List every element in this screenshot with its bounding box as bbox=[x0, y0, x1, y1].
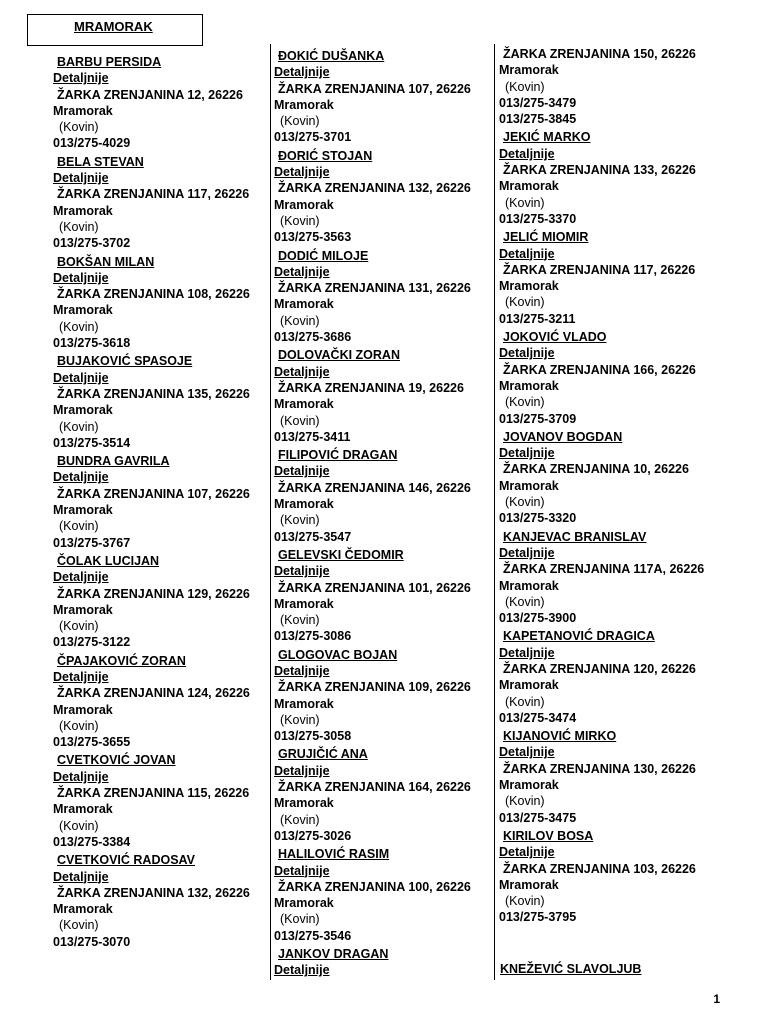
entry-address: ŽARKA ZRENJANINA 131, 26226 bbox=[278, 281, 471, 296]
listing-entry bbox=[274, 248, 502, 346]
entry-phone: 013/275-3702 bbox=[53, 236, 131, 251]
listing-entry bbox=[53, 852, 281, 950]
entry-phone: 013/275-3211 bbox=[499, 311, 576, 326]
listing-entry bbox=[274, 48, 502, 146]
entry-municipality: (Kovin) bbox=[505, 495, 545, 510]
entry-name-row bbox=[499, 229, 727, 245]
entry-name[interactable]: BARBU PERSIDA bbox=[57, 55, 162, 69]
entry-name[interactable]: ĐOKIĆ DUŠANKA bbox=[278, 49, 385, 63]
entry-phone: 013/275-3701 bbox=[274, 130, 352, 145]
listing-entry bbox=[53, 353, 281, 451]
listing-entry bbox=[53, 553, 281, 651]
listing-entry bbox=[499, 129, 727, 227]
entry-municipality: (Kovin) bbox=[505, 694, 545, 709]
details-link[interactable]: Detaljnije bbox=[274, 264, 330, 279]
entry-municipality: (Kovin) bbox=[280, 912, 320, 927]
entry-phone: 013/275-3767 bbox=[53, 535, 131, 550]
entry-address: ŽARKA ZRENJANINA 132, 26226 bbox=[57, 885, 250, 900]
entry-municipality: (Kovin) bbox=[280, 114, 320, 129]
entry-town: Mramorak bbox=[53, 503, 113, 518]
entry-phone: 013/275-3795 bbox=[499, 910, 577, 925]
details-link[interactable]: Detaljnije bbox=[499, 645, 555, 660]
listing-entry bbox=[274, 447, 502, 545]
entry-address: ŽARKA ZRENJANINA 150, 26226 bbox=[503, 47, 696, 61]
entry-municipality: (Kovin) bbox=[59, 519, 99, 534]
listing-column-2 bbox=[274, 46, 502, 979]
entry-municipality: (Kovin) bbox=[280, 413, 320, 428]
listing-entry bbox=[499, 529, 727, 627]
entry-name[interactable]: KANJEVAC BRANISLAV bbox=[503, 529, 647, 544]
entry-phone: 013/275-3411 bbox=[274, 429, 351, 444]
listing-entry bbox=[499, 429, 727, 527]
details-link[interactable]: Detaljnije bbox=[274, 464, 330, 479]
entry-name-row bbox=[499, 129, 727, 145]
entry-name[interactable]: KAPETANOVIĆ DRAGICA bbox=[503, 629, 655, 644]
listing-entry-continued bbox=[499, 46, 727, 127]
entry-name[interactable]: CVETKOVIĆ RADOSAV bbox=[57, 853, 195, 868]
details-link[interactable]: Detaljnije bbox=[499, 545, 555, 560]
entry-municipality: (Kovin) bbox=[280, 513, 320, 528]
details-link[interactable]: Detaljnije bbox=[274, 564, 330, 579]
entry-name[interactable]: ČPAJAKOVIĆ ZORAN bbox=[57, 653, 186, 668]
entry-municipality: (Kovin) bbox=[505, 195, 545, 210]
details-link[interactable]: Detaljnije bbox=[499, 446, 555, 461]
entry-name-row bbox=[274, 48, 502, 64]
entry-town: Mramorak bbox=[274, 596, 334, 611]
entry-name[interactable]: GRUJIČIĆ ANA bbox=[278, 747, 368, 762]
entry-town: Mramorak bbox=[499, 279, 559, 294]
entry-town: Mramorak bbox=[274, 397, 334, 412]
entry-municipality: (Kovin) bbox=[59, 918, 99, 933]
details-link[interactable]: Detaljnije bbox=[499, 346, 555, 361]
listing-column-3 bbox=[499, 46, 727, 926]
entry-town: Mramorak bbox=[53, 303, 113, 318]
entry-town: Mramorak bbox=[53, 403, 113, 418]
entry-name-row bbox=[274, 148, 502, 164]
entry-town: Mramorak bbox=[499, 778, 559, 793]
entry-phone: 013/275-3563 bbox=[274, 230, 352, 245]
entry-name[interactable]: CVETKOVIĆ JOVAN bbox=[57, 753, 176, 768]
entry-town: Mramorak bbox=[274, 97, 334, 112]
entry-municipality: (Kovin) bbox=[280, 812, 320, 827]
entry-municipality: (Kovin) bbox=[280, 213, 320, 228]
entry-address: ŽARKA ZRENJANINA 166, 26226 bbox=[503, 362, 696, 377]
entry-phone: 013/275-3086 bbox=[274, 629, 352, 644]
entry-name-row bbox=[274, 248, 502, 264]
entry-municipality: (Kovin) bbox=[59, 319, 99, 334]
entry-address: ŽARKA ZRENJANINA 117A, 26226 bbox=[503, 562, 705, 577]
entry-name[interactable]: DODIĆ MILOJE bbox=[278, 248, 369, 263]
details-link[interactable]: Detaljnije bbox=[53, 669, 109, 684]
entry-name-row bbox=[274, 447, 502, 463]
details-link[interactable]: Detaljnije bbox=[53, 370, 109, 385]
entry-phone: 013/275-3122 bbox=[53, 635, 131, 650]
entry-town: Mramorak bbox=[499, 63, 559, 78]
entry-municipality: (Kovin) bbox=[59, 219, 99, 234]
entry-town: Mramorak bbox=[499, 478, 559, 493]
details-link[interactable]: Detaljnije bbox=[53, 470, 109, 485]
page-title: MRAMORAK bbox=[74, 19, 153, 34]
entry-name[interactable]: KNEŽEVIĆ SLAVOLJUB bbox=[500, 962, 642, 976]
entry-phone: 013/275-3514 bbox=[53, 435, 131, 450]
details-link[interactable]: Detaljnije bbox=[53, 71, 109, 86]
details-link[interactable]: Detaljnije bbox=[53, 171, 109, 186]
entry-address: ŽARKA ZRENJANINA 115, 26226 bbox=[57, 786, 250, 801]
entry-address: ŽARKA ZRENJANINA 100, 26226 bbox=[278, 879, 471, 894]
listing-entry bbox=[274, 148, 502, 246]
entry-town: Mramorak bbox=[53, 103, 113, 118]
listing-entry bbox=[53, 653, 281, 751]
details-link[interactable]: Detaljnije bbox=[499, 845, 555, 860]
entry-name[interactable]: JOVANOV BOGDAN bbox=[503, 429, 623, 444]
entry-phone: 013/275-3546 bbox=[274, 928, 352, 943]
entry-name[interactable]: BUJAKOVIĆ SPASOJE bbox=[57, 354, 193, 369]
entry-municipality: (Kovin) bbox=[59, 120, 99, 135]
entry-address: ŽARKA ZRENJANINA 19, 26226 bbox=[278, 380, 464, 395]
listing-column-1 bbox=[53, 52, 281, 950]
entry-phone: 013/275-3474 bbox=[499, 710, 577, 725]
entry-name[interactable]: JELIĆ MIOMIR bbox=[503, 230, 589, 245]
details-link[interactable]: Detaljnije bbox=[274, 863, 330, 878]
entry-name-row bbox=[274, 547, 502, 563]
details-link[interactable]: Detaljnije bbox=[499, 146, 555, 161]
entry-municipality: (Kovin) bbox=[505, 794, 545, 809]
listing-entry bbox=[53, 752, 281, 850]
listing-entry bbox=[274, 647, 502, 745]
details-link[interactable]: Detaljnije bbox=[274, 963, 330, 978]
entry-name[interactable]: GLOGOVAC BOJAN bbox=[278, 647, 398, 662]
entry-phone: 013/275-3058 bbox=[274, 729, 352, 744]
listing-entry bbox=[499, 828, 727, 926]
entry-town: Mramorak bbox=[53, 602, 113, 617]
entry-name[interactable]: JANKOV DRAGAN bbox=[278, 947, 389, 962]
details-link[interactable]: Detaljnije bbox=[53, 270, 109, 285]
entry-phone: 013/275-3026 bbox=[274, 828, 352, 843]
entry-name-row bbox=[53, 154, 281, 170]
entry-phone: 013/275-3618 bbox=[53, 336, 131, 351]
entry-phone: 013/275-3479 bbox=[499, 95, 577, 110]
entry-address: ŽARKA ZRENJANINA 130, 26226 bbox=[503, 761, 696, 776]
listing-entry bbox=[274, 946, 502, 979]
listing-entry bbox=[499, 329, 727, 427]
entry-phone: 013/275-3655 bbox=[53, 735, 131, 750]
entry-name[interactable]: DOLOVAČKI ZORAN bbox=[278, 348, 400, 363]
entry-phone: 013/275-3547 bbox=[274, 529, 352, 544]
entry-name-row bbox=[53, 553, 281, 569]
entry-municipality: (Kovin) bbox=[280, 313, 320, 328]
entry-town: Mramorak bbox=[53, 902, 113, 917]
details-link[interactable]: Detaljnije bbox=[274, 763, 330, 778]
listing-entry bbox=[53, 453, 281, 551]
listing-entry bbox=[274, 846, 502, 944]
entry-municipality: (Kovin) bbox=[280, 712, 320, 727]
entry-phone: 013/275-3686 bbox=[274, 330, 352, 345]
entry-name[interactable]: FILIPOVIĆ DRAGAN bbox=[278, 448, 398, 463]
entry-name[interactable]: JOKOVIĆ VLADO bbox=[503, 330, 607, 345]
details-link[interactable]: Detaljnije bbox=[53, 869, 109, 884]
entry-address: ŽARKA ZRENJANINA 107, 26226 bbox=[57, 486, 250, 501]
entry-name-row bbox=[53, 752, 281, 768]
details-link[interactable]: Detaljnije bbox=[274, 663, 330, 678]
details-link[interactable]: Detaljnije bbox=[53, 570, 109, 585]
listing-entry bbox=[53, 254, 281, 352]
entry-name[interactable]: GELEVSKI ČEDOMIR bbox=[278, 547, 404, 562]
entry-address: ŽARKA ZRENJANINA 132, 26226 bbox=[278, 181, 471, 196]
entry-phone: 013/275-4029 bbox=[53, 136, 131, 151]
entry-municipality: (Kovin) bbox=[59, 619, 99, 634]
details-link[interactable]: Detaljnije bbox=[499, 246, 555, 261]
listing-entry bbox=[274, 347, 502, 445]
entry-name[interactable]: BOKŠAN MILAN bbox=[57, 254, 155, 269]
details-link[interactable]: Detaljnije bbox=[499, 745, 555, 760]
details-link[interactable]: Detaljnije bbox=[274, 65, 330, 80]
entry-municipality: (Kovin) bbox=[505, 295, 545, 310]
entry-address: ŽARKA ZRENJANINA 120, 26226 bbox=[503, 661, 696, 676]
entry-town: Mramorak bbox=[274, 197, 334, 212]
listing-entry bbox=[499, 728, 727, 826]
entry-name[interactable]: KIJANOVIĆ MIRKO bbox=[503, 729, 617, 744]
entry-name-row bbox=[499, 429, 727, 445]
entry-name[interactable]: JEKIĆ MARKO bbox=[503, 130, 591, 145]
entry-name-row bbox=[53, 54, 281, 70]
entry-name-row bbox=[499, 529, 727, 545]
entry-municipality: (Kovin) bbox=[505, 894, 545, 909]
entry-address: ŽARKA ZRENJANINA 146, 26226 bbox=[278, 480, 471, 495]
entry-name-row bbox=[53, 653, 281, 669]
entry-municipality: (Kovin) bbox=[59, 818, 99, 833]
listing-entry bbox=[499, 628, 727, 726]
entry-phone: 013/275-3070 bbox=[53, 934, 131, 949]
entry-phone: 013/275-3320 bbox=[499, 511, 577, 526]
entry-name-row bbox=[53, 453, 281, 469]
entry-town: Mramorak bbox=[274, 696, 334, 711]
listing-entry bbox=[53, 154, 281, 252]
listing-entry bbox=[274, 746, 502, 844]
entry-address: ŽARKA ZRENJANINA 117, 26226 bbox=[57, 187, 250, 202]
entry-municipality: (Kovin) bbox=[505, 79, 545, 94]
entry-town: Mramorak bbox=[274, 297, 334, 312]
entry-town: Mramorak bbox=[499, 877, 559, 892]
entry-town: Mramorak bbox=[499, 378, 559, 393]
entry-address: ŽARKA ZRENJANINA 12, 26226 bbox=[57, 87, 243, 102]
entry-address: ŽARKA ZRENJANINA 164, 26226 bbox=[278, 780, 471, 795]
entry-address: ŽARKA ZRENJANINA 10, 26226 bbox=[503, 462, 689, 477]
listing-entry bbox=[274, 547, 502, 645]
entry-name[interactable]: ČOLAK LUCIJAN bbox=[57, 553, 160, 568]
entry-phone: 013/275-3384 bbox=[53, 834, 131, 849]
entry-municipality: (Kovin) bbox=[59, 419, 99, 434]
listing-entry bbox=[499, 229, 727, 327]
entry-municipality: (Kovin) bbox=[280, 613, 320, 628]
entry-name[interactable]: BELA STEVAN bbox=[57, 154, 144, 169]
entry-name-row bbox=[274, 846, 502, 862]
details-link[interactable]: Detaljnije bbox=[274, 364, 330, 379]
entry-phone: 013/275-3845 bbox=[499, 112, 577, 127]
entry-name-row bbox=[53, 254, 281, 270]
entry-town: Mramorak bbox=[274, 896, 334, 911]
entry-address: ŽARKA ZRENJANINA 135, 26226 bbox=[57, 386, 250, 401]
entry-name[interactable]: BUNDRA GAVRILA bbox=[57, 454, 170, 469]
details-link[interactable]: Detaljnije bbox=[53, 769, 109, 784]
entry-town: Mramorak bbox=[499, 678, 559, 693]
page-number: 1 bbox=[713, 992, 720, 1006]
entry-name-row bbox=[274, 946, 502, 962]
entry-name[interactable]: HALILOVIĆ RASIM bbox=[278, 847, 390, 862]
entry-address: ŽARKA ZRENJANINA 117, 26226 bbox=[503, 262, 696, 277]
entry-address: ŽARKA ZRENJANINA 133, 26226 bbox=[503, 163, 696, 178]
entry-address: ŽARKA ZRENJANINA 109, 26226 bbox=[278, 680, 471, 695]
entry-name-row bbox=[274, 647, 502, 663]
entry-town: Mramorak bbox=[274, 796, 334, 811]
entry-town: Mramorak bbox=[274, 497, 334, 512]
entry-town: Mramorak bbox=[499, 578, 559, 593]
entry-address: ŽARKA ZRENJANINA 101, 26226 bbox=[278, 580, 471, 595]
entry-phone: 013/275-3475 bbox=[499, 810, 577, 825]
header-box bbox=[27, 14, 203, 46]
entry-municipality: (Kovin) bbox=[505, 395, 545, 410]
entry-town: Mramorak bbox=[53, 702, 113, 717]
entry-name-row bbox=[499, 329, 727, 345]
entry-address: ŽARKA ZRENJANINA 129, 26226 bbox=[57, 586, 250, 601]
listing-entry bbox=[53, 54, 281, 152]
entry-phone: 013/275-3709 bbox=[499, 411, 577, 426]
entry-town: Mramorak bbox=[53, 802, 113, 817]
entry-name-row bbox=[274, 746, 502, 762]
entry-phone: 013/275-3370 bbox=[499, 211, 577, 226]
entry-name-row bbox=[499, 828, 727, 844]
entry-name[interactable]: ĐORIĆ STOJAN bbox=[278, 148, 373, 163]
entry-name-row bbox=[499, 728, 727, 744]
entry-name-row bbox=[274, 347, 502, 363]
entry-name-row bbox=[53, 353, 281, 369]
entry-name-row bbox=[499, 628, 727, 644]
entry-phone: 013/275-3900 bbox=[499, 611, 577, 626]
entry-name[interactable]: KIRILOV BOSA bbox=[503, 828, 594, 843]
entry-town: Mramorak bbox=[53, 203, 113, 218]
entry-town: Mramorak bbox=[499, 179, 559, 194]
entry-municipality: (Kovin) bbox=[505, 594, 545, 609]
entry-municipality: (Kovin) bbox=[59, 718, 99, 733]
entry-address: ŽARKA ZRENJANINA 108, 26226 bbox=[57, 287, 250, 302]
entry-name-row bbox=[53, 852, 281, 868]
entry-address: ŽARKA ZRENJANINA 107, 26226 bbox=[278, 81, 471, 96]
entry-address: ŽARKA ZRENJANINA 103, 26226 bbox=[503, 861, 696, 876]
entry-address: ŽARKA ZRENJANINA 124, 26226 bbox=[57, 686, 250, 701]
details-link[interactable]: Detaljnije bbox=[274, 165, 330, 180]
